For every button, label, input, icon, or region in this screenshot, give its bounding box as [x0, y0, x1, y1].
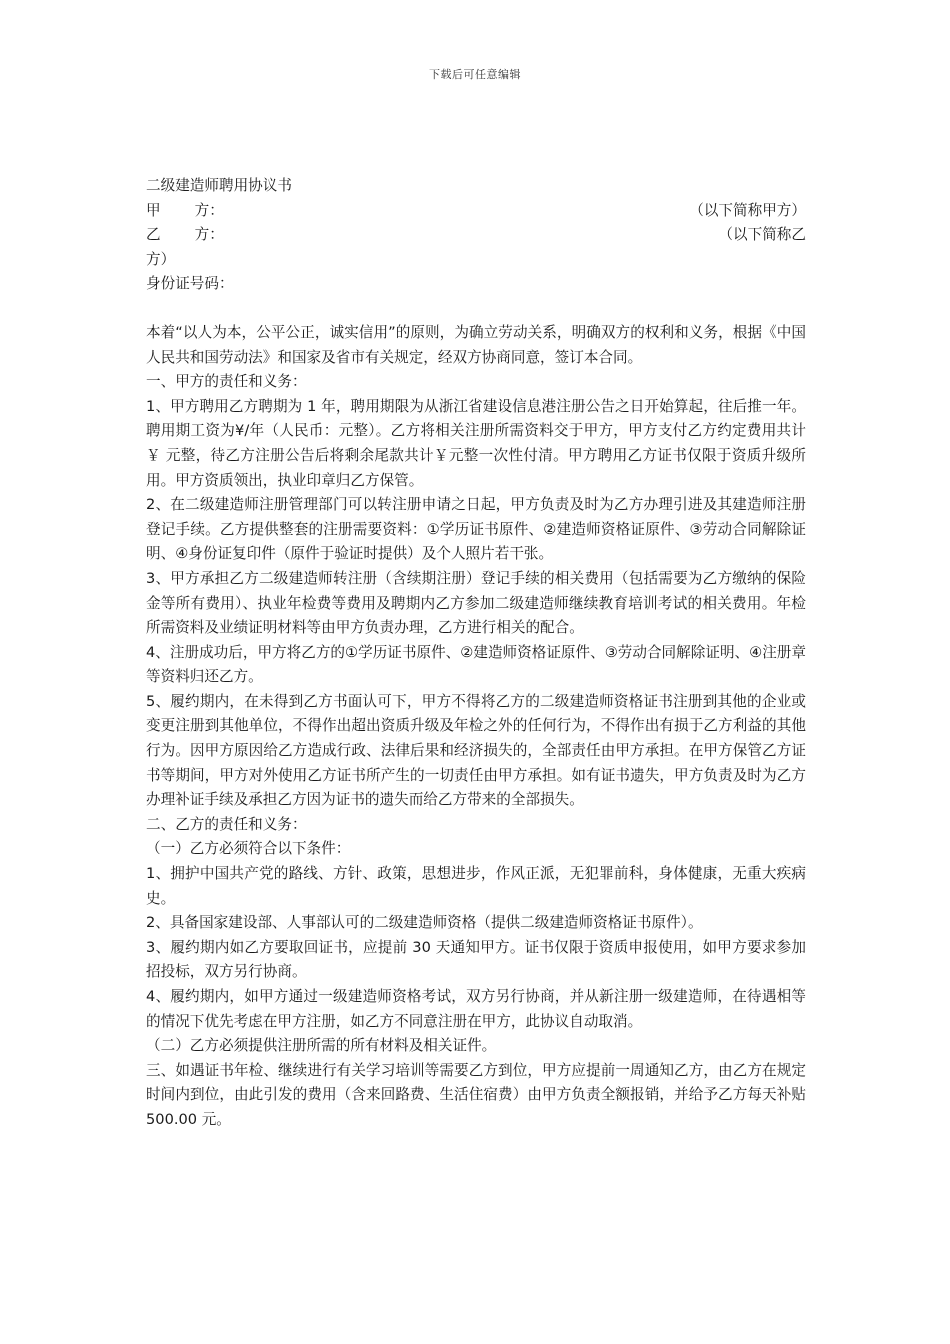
section-2-item: 4、履约期内，如甲方通过一级建造师资格考试，双方另行协商，并从新注册一级建造师，在待遇相等的情况下优先考虑在甲方注册，如乙方不同意注册在甲方，此协议自动取消。	[146, 988, 806, 1030]
party-b-alias-cont: 方）	[146, 250, 176, 268]
section-1-item: 1、甲方聘用乙方聘期为 1 年，聘用期限为从浙江省建设信息港注册公告之日开始算起，往后推一年。聘用期工资为¥/年（人民币：元整）。乙方将相关注册所需资料交于甲方，甲方支付乙方约定费用共计￥ 元整，待乙方注册公告后将剩余尾款共计￥元整一次性付清。甲方聘用乙方证书仅限于资质升级所用。甲方资质领出，执业印章归乙方保管。	[146, 397, 806, 489]
document-body	[146, 174, 806, 1133]
party-a-label-1: 甲	[146, 201, 161, 219]
section-1-item: 2、在二级建造师注册管理部门可以转注册申请之日起，甲方负责及时为乙方办理引进及其建造师注册登记手续。乙方提供整套的注册需要资料：①学历证书原件、②建造师资格证原件、③劳动合同解除证明、④身份证复印件（原件于验证时提供）及个人照片若干张。	[146, 496, 806, 563]
party-b-line	[146, 223, 806, 248]
preamble-paragraph: 本着“以人为本，公平公正，诚实信用”的原则，为确立劳动关系，明确双方的权利和义务，根据《中国人民共和国劳动法》和国家及省市有关规定，经双方协商同意，签订本合同。	[146, 323, 806, 366]
section-2-heading: 二、乙方的责任和义务：	[146, 815, 307, 833]
section-1-heading: 一、甲方的责任和义务：	[146, 373, 307, 391]
party-a-line	[146, 199, 806, 224]
section-1-item: 3、甲方承担乙方二级建造师转注册（含续期注册）登记手续的相关费用（包括需要为乙方缴纳的保险金等所有费用）、执业年检费等费用及聘期内乙方参加二级建造师继续教育培训考试的相关费用。年检所需资料及业绩证明材料等由甲方负责办理，乙方进行相关的配合。	[146, 569, 806, 637]
section-2-item: 1、拥护中国共产党的路线、方针、政策，思想进步，作风正派，无犯罪前科，身体健康，无重大疾病史。	[146, 865, 806, 907]
section-2-subheading-2: （二）乙方必须提供注册所需的所有材料及相关证件。	[146, 1037, 497, 1055]
party-b-alias: （以下简称乙	[718, 226, 806, 244]
party-b-label-1: 乙	[146, 226, 161, 244]
party-b-label-2: 方：	[194, 226, 224, 244]
section-2-subheading-1: （一）乙方必须符合以下条件：	[146, 840, 351, 858]
id-number-label: 身份证号码：	[146, 275, 234, 293]
page-header-note: 下载后可任意编辑	[429, 68, 521, 81]
document-title: 二级建造师聘用协议书	[146, 177, 292, 194]
party-a-alias: （以下简称甲方）	[689, 201, 806, 219]
party-a-label-2: 方：	[194, 201, 224, 219]
section-1-item: 4、注册成功后，甲方将乙方的①学历证书原件、②建造师资格证原件、③劳动合同解除证明、④注册章等资料归还乙方。	[146, 643, 806, 686]
section-1-item: 5、履约期内，在未得到乙方书面认可下，甲方不得将乙方的二级建造师资格证书注册到其他的企业或变更注册到其他单位，不得作出超出资质升级及年检之外的任何行为，不得作出有损于乙方利益的其他行为。因甲方原因给乙方造成行政、法律后果和经济损失的，全部责任由甲方承担。在甲方保管乙方证书等期间，甲方对外使用乙方证书所产生的一切责任由甲方承担。如有证书遗失，甲方负责及时为乙方办理补证手续及承担乙方因为证书的遗失而给乙方带来的全部损失。	[146, 692, 806, 809]
section-3-paragraph: 三、如遇证书年检、继续进行有关学习培训等需要乙方到位，甲方应提前一周通知乙方，由乙方在规定时间内到位，由此引发的费用（含来回路费、生活住宿费）由甲方负责全额报销，并给予乙方每天补贴 500.00 元。	[146, 1061, 806, 1128]
section-2-item: 2、具备国家建设部、人事部认可的二级建造师资格（提供二级建造师资格证书原件）。	[146, 914, 703, 932]
section-2-item: 3、履约期内如乙方要取回证书，应提前 30 天通知甲方。证书仅限于资质申报使用，如甲方要求参加招投标，双方另行协商。	[146, 938, 806, 981]
